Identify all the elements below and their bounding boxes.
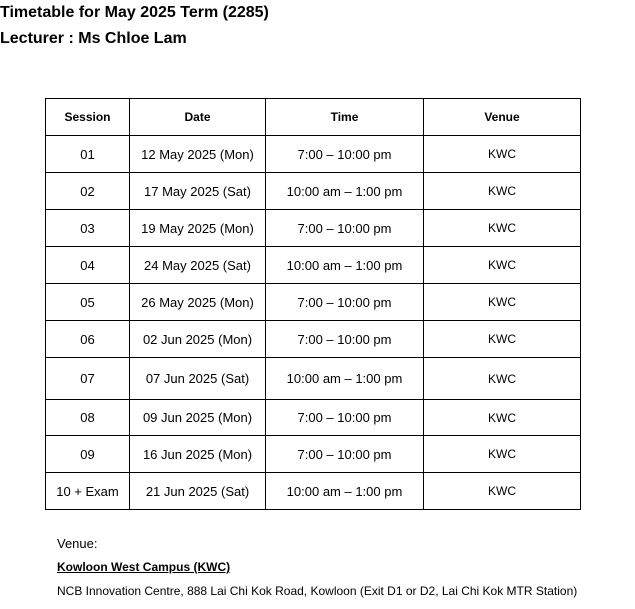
- venue-cell: KWC: [424, 400, 581, 436]
- date-cell: 19 May 2025 (Mon): [130, 210, 266, 247]
- time-cell: 10:00 am – 1:00 pm: [266, 247, 424, 284]
- time-cell: 7:00 – 10:00 pm: [266, 210, 424, 247]
- venue-cell: KWC: [424, 284, 581, 321]
- venue-cell: KWC: [424, 321, 581, 358]
- date-cell: 09 Jun 2025 (Mon): [130, 400, 266, 436]
- table-row: [46, 358, 581, 400]
- session-cell: 01: [46, 136, 130, 173]
- date-cell: 16 Jun 2025 (Mon): [130, 436, 266, 473]
- time-cell: 7:00 – 10:00 pm: [266, 321, 424, 358]
- header-date: Date: [130, 99, 266, 136]
- session-cell: 07: [46, 358, 130, 400]
- table-row: [46, 173, 581, 210]
- table-row: [46, 473, 581, 510]
- table-row: [46, 321, 581, 358]
- venue-cell: KWC: [424, 136, 581, 173]
- session-cell: 06: [46, 321, 130, 358]
- time-cell: 7:00 – 10:00 pm: [266, 136, 424, 173]
- date-cell: 12 May 2025 (Mon): [130, 136, 266, 173]
- date-cell: 17 May 2025 (Sat): [130, 173, 266, 210]
- session-cell: 02: [46, 173, 130, 210]
- session-cell: 09: [46, 436, 130, 473]
- header-venue: Venue: [424, 99, 581, 136]
- table-row: [46, 400, 581, 436]
- time-cell: 10:00 am – 1:00 pm: [266, 173, 424, 210]
- date-cell: 21 Jun 2025 (Sat): [130, 473, 266, 510]
- venue-address: NCB Innovation Centre, 888 Lai Chi Kok Road, Kowloon (Exit D1 or D2, Lai Chi Kok MTR Station): [57, 584, 578, 598]
- date-cell: 26 May 2025 (Mon): [130, 284, 266, 321]
- venue-cell: KWC: [424, 473, 581, 510]
- table-row: [46, 436, 581, 473]
- header-session: Session: [46, 99, 130, 136]
- date-cell: 02 Jun 2025 (Mon): [130, 321, 266, 358]
- date-cell: 07 Jun 2025 (Sat): [130, 358, 266, 400]
- venue-label: Venue:: [57, 536, 98, 551]
- venue-cell: KWC: [424, 358, 581, 400]
- time-cell: 7:00 – 10:00 pm: [266, 436, 424, 473]
- venue-name: Kowloon West Campus (KWC): [57, 560, 231, 574]
- lecturer-line: Lecturer : Ms Chloe Lam: [0, 30, 187, 47]
- header-row: [46, 99, 581, 136]
- time-cell: 10:00 am – 1:00 pm: [266, 358, 424, 400]
- session-cell: 10 + Exam: [46, 473, 130, 510]
- table-row: [46, 284, 581, 321]
- venue-cell: KWC: [424, 436, 581, 473]
- date-cell: 24 May 2025 (Sat): [130, 247, 266, 284]
- venue-cell: KWC: [424, 210, 581, 247]
- header-time: Time: [266, 99, 424, 136]
- table-row: [46, 136, 581, 173]
- session-cell: 05: [46, 284, 130, 321]
- session-cell: 08: [46, 400, 130, 436]
- document-title: Timetable for May 2025 Term (2285): [0, 4, 269, 21]
- table-row: [46, 210, 581, 247]
- timetable: [45, 98, 581, 510]
- session-cell: 04: [46, 247, 130, 284]
- time-cell: 7:00 – 10:00 pm: [266, 400, 424, 436]
- session-cell: 03: [46, 210, 130, 247]
- time-cell: 10:00 am – 1:00 pm: [266, 473, 424, 510]
- table-row: [46, 247, 581, 284]
- time-cell: 7:00 – 10:00 pm: [266, 284, 424, 321]
- venue-cell: KWC: [424, 173, 581, 210]
- venue-cell: KWC: [424, 247, 581, 284]
